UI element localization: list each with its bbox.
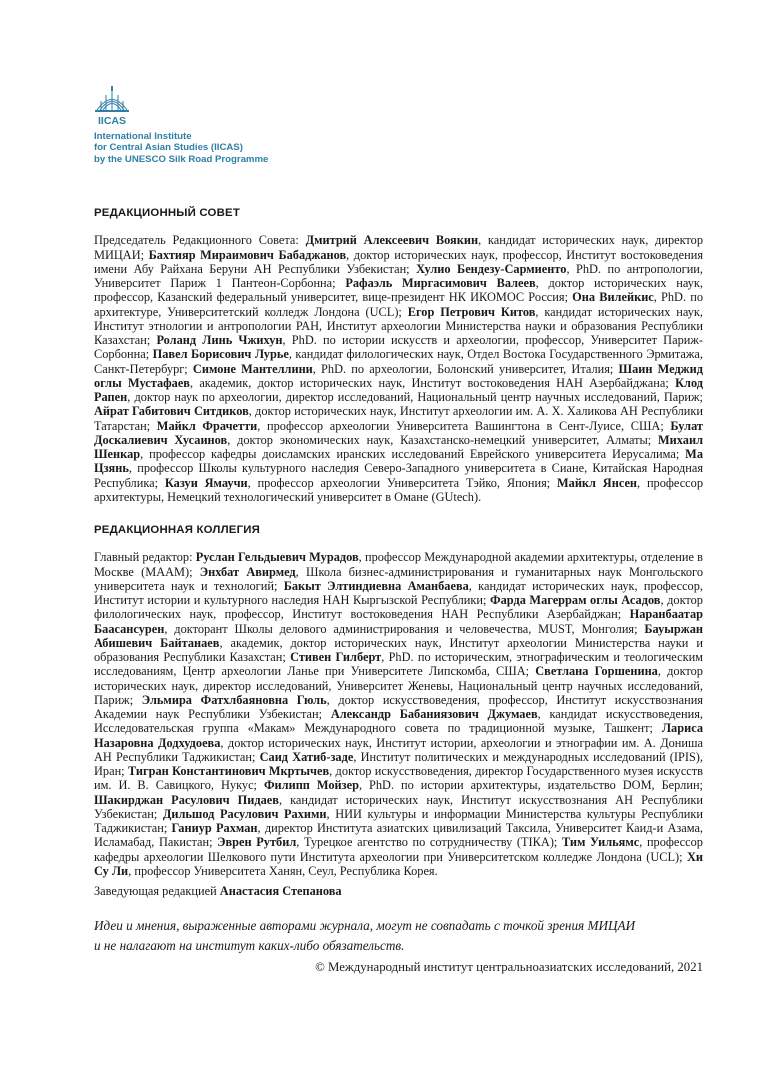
member-name: Наранбаатар Баасансурен: [94, 607, 703, 636]
member-name: Тигран Константинович Мкртычев: [127, 764, 330, 778]
member-details: , PhD. по археологии, Болонский университет, Италия;: [312, 361, 619, 376]
member-name: Роланд Линь Чжихун: [156, 333, 283, 347]
member-name: Майкл Янсен: [557, 475, 638, 490]
member-name: Симоне Мантеллини: [192, 361, 313, 376]
member-name: Бауыржан Абишевич Байтанаев: [94, 621, 703, 650]
disclaimer-line: и не налагают на институт каких-либо обязательств.: [94, 937, 405, 953]
member-details: , доктор искусствоведения, директор Государственного музея искусств им. И. В. Савицкого, Нукус;: [94, 764, 703, 793]
member-name: Энхбат Авирмед: [199, 564, 296, 579]
disclaimer-line: Идеи и мнения, выраженные авторами журнала, могут не совпадать с точкой зрения МИЦАИ: [94, 918, 636, 934]
member-name: Бакыт Элтиндиевна Аманбаева: [283, 578, 469, 593]
member-details: , кандидат исторических наук, Институт искусствознания АН Республики Узбекистан;: [94, 792, 703, 821]
member-details: , кандидат искусствоведения, Исследовательская группа «Макам» Международного совета по традиционной музыке, Ташкент;: [94, 707, 703, 736]
institute-line: by the UNESCO Silk Road Programme: [94, 153, 269, 165]
member-details: , Турецкое агентство по сотрудничеству (ТІКА);: [296, 835, 562, 850]
managing-editor-label: Заведующая редакцией: [94, 884, 220, 898]
member-details: , профессор Университета Ханян, Сеул, Республика Корея.: [128, 863, 438, 878]
member-details: , доктор экономических наук, Казахстанско-немецкий университет, Алматы;: [227, 432, 659, 447]
member-name: Стивен Гилберт: [290, 650, 382, 664]
iicas-logo: [92, 83, 252, 129]
managing-editor-name: Анастасия Степанова: [219, 884, 342, 898]
member-name: Айрат Габитович Ситдиков: [94, 404, 249, 419]
collegium-members-text: [94, 550, 703, 878]
member-details: Председатель Редакционного Совета:: [94, 233, 306, 248]
member-name: Ганиур Рахман: [171, 821, 258, 835]
member-details: , кандидат исторических наук, профессор, Институт истории и культурного наследия НАН Кыргызской Республики;: [94, 578, 703, 607]
member-name: Хи Су Ли: [94, 849, 703, 878]
member-name: Шаин Меджид оглы Мустафаев: [94, 361, 703, 390]
member-name: Майкл Фрачетти: [156, 418, 258, 433]
member-details: , PhD. по антропологии, Университет Париж 1 Пантеон-Сорбонна;: [94, 261, 703, 290]
board-members-text: [94, 233, 703, 504]
member-details: , PhD. по истории искусств и археологии, профессор, Университет Париж-Сорбонна;: [94, 333, 703, 362]
copyright: © Международный институт центральноазиатских исследований, 2021: [315, 960, 703, 974]
disclaimer: [94, 916, 703, 955]
collegium-heading: РЕДАКЦИОННАЯ КОЛЛЕГИЯ: [94, 524, 261, 536]
member-name: Фарда Магеррам оглы Асадов: [489, 593, 661, 607]
member-name: Дмитрий Алексеевич Воякин: [305, 233, 479, 248]
member-details: Главный редактор:: [94, 550, 196, 565]
member-name: Михаил Шенкар: [94, 432, 703, 461]
member-name: Дильшод Расулович Рахими: [162, 806, 327, 821]
member-details: , Школа бизнес-администрирования и гуманитарных наук Монгольского университета наук и технологий;: [94, 564, 703, 593]
member-details: , доктор исторических наук, профессор, Казанский федеральный университет, вице-президент НК ИКОМОС Россия;: [94, 276, 703, 305]
member-name: Павел Борисович Лурье: [152, 347, 289, 362]
member-name: Хулио Бендезу-Сармиенто: [416, 261, 567, 276]
member-details: , профессор кафедры археологии Шелкового пути Института археологии при Университетском колледже Лондона (UCL);: [94, 835, 703, 864]
member-details: , докторант Школы делового администрирования и человечества, MUST, Монголия;: [164, 621, 645, 636]
member-name: Эльмира Фатхлбаяновна Гюль: [141, 692, 327, 707]
member-details: , академик, доктор исторических наук, Институт археологии Министерства науки и образования Республики Казахстан;: [94, 635, 703, 664]
member-details: , профессор Международной академии архитектуры, отделение в Москве (МААМ);: [94, 550, 704, 579]
institute-line: for Central Asian Studies (IICAS): [94, 142, 243, 154]
logo-text: IICAS: [97, 115, 127, 127]
member-details: , PhD. по истории архитектуры, издательство DOM, Берлин;: [358, 778, 703, 793]
member-name: Бахтияр Мираимович Бабаджанов: [148, 247, 347, 262]
member-name: Шакирджан Расулович Пидаев: [94, 792, 279, 807]
member-name: Лариса Назаровна Додхудоева: [94, 721, 703, 750]
masthead: [94, 206, 703, 955]
member-details: , директор Института азиатских цивилизаций Таксила, Университет Каид-и Азама, Исламабад, Пакистан;: [94, 821, 704, 850]
member-name: Саид Хатиб-заде: [259, 749, 354, 764]
member-details: , НИИ культуры и информации Министерства культуры Республики Таджикистан;: [94, 806, 703, 835]
member-name: Булат Доскалиевич Хусаинов: [94, 418, 703, 447]
member-name: Светлана Горшенина: [535, 664, 658, 679]
member-details: , академик, доктор исторических наук, Институт востоковедения НАН Азербайджана;: [189, 375, 676, 390]
member-details: , профессор археологии Университета Вашингтона в Сент-Луисе, США;: [257, 418, 671, 433]
member-name: Эврен Рутбил: [217, 835, 297, 850]
member-details: , доктор наук по археологии, директор исследований, Национальный центр научных исследований, Париж;: [127, 390, 703, 404]
member-details: , доктор искусствоведения, профессор, Институт искусствознания Академии наук Республики Узбекистан;: [94, 692, 703, 721]
member-details: , доктор исторических наук, директор исследований, Университет Женевы, Национальный центр научных исследований, Париж;: [94, 664, 703, 707]
member-details: , кандидат исторических наук, Институт этнологии и антропологии РАН, Институт археологии Министерства науки и образования Республики Казахстан;: [94, 304, 704, 347]
member-details: , профессор архитектуры, Немецкий технологический университет в Омане (GUtech).: [94, 475, 703, 504]
member-name: Егор Петрович Китов: [407, 304, 536, 319]
member-name: Руслан Гельдыевич Мурадов: [195, 550, 359, 565]
member-name: Александр Бабаниязович Джумаев: [330, 707, 538, 721]
member-name: Ма Цзянь: [94, 447, 703, 476]
member-details: , доктор исторических наук, Институт истории, археологии и этнографии им. А. Дониша АН Республики Таджикистан;: [94, 735, 703, 764]
institute-name: [94, 131, 268, 165]
member-name: Она Вилейкис: [572, 290, 654, 305]
member-details: , PhD. по историческим, этнографическим и теологическим исследованиям, Центр археологии Ланье при Университете Липскомба, США;: [94, 650, 703, 679]
member-details: , профессор археологии Университета Тэйко, Япония;: [247, 475, 557, 490]
member-name: Рафаэль Миргасимович Валеев: [345, 276, 536, 290]
member-name: Казуи Ямаучи: [164, 475, 248, 490]
member-details: , профессор Школы культурного наследия Северо-Западного университета в Сиане, Китайская Народная Республика;: [94, 461, 703, 490]
member-name: Клод Рапен: [94, 375, 703, 404]
member-details: , доктор исторических наук, профессор, Институт востоковедения имени Абу Райхана Беруни АН Республики Узбекистан;: [94, 247, 703, 276]
member-details: , PhD. по архитектуре, Университетский колледж Лондона (UCL);: [94, 290, 703, 319]
board-heading: РЕДАКЦИОННЫЙ СОВЕТ: [94, 207, 240, 219]
dome-logo-icon: [92, 83, 132, 129]
member-details: , профессор кафедры доисламских иранских исследований Еврейского университета Иерусалима;: [140, 447, 686, 461]
member-details: , Институт политических и международных исследований (IPIS), Иран;: [94, 749, 704, 778]
member-details: , кандидат исторических наук, директор МИЦАИ;: [94, 233, 704, 262]
member-name: Филипп Мойзер: [263, 778, 359, 793]
member-details: , доктор филологических наук, профессор, Институт востоковедения НАН Республики Азербайджан;: [94, 593, 703, 622]
institute-line: International Institute: [94, 131, 192, 142]
member-name: Тим Уильямс: [561, 835, 640, 850]
member-details: , доктор исторических наук, Институт археологии им. А. Х. Халикова АН Республики Татарстан;: [94, 404, 703, 433]
managing-editor: [94, 884, 703, 898]
member-details: , кандидат филологических наук, Отдел Востока Государственного Эрмитажа, Санкт-Петербург;: [94, 347, 703, 376]
